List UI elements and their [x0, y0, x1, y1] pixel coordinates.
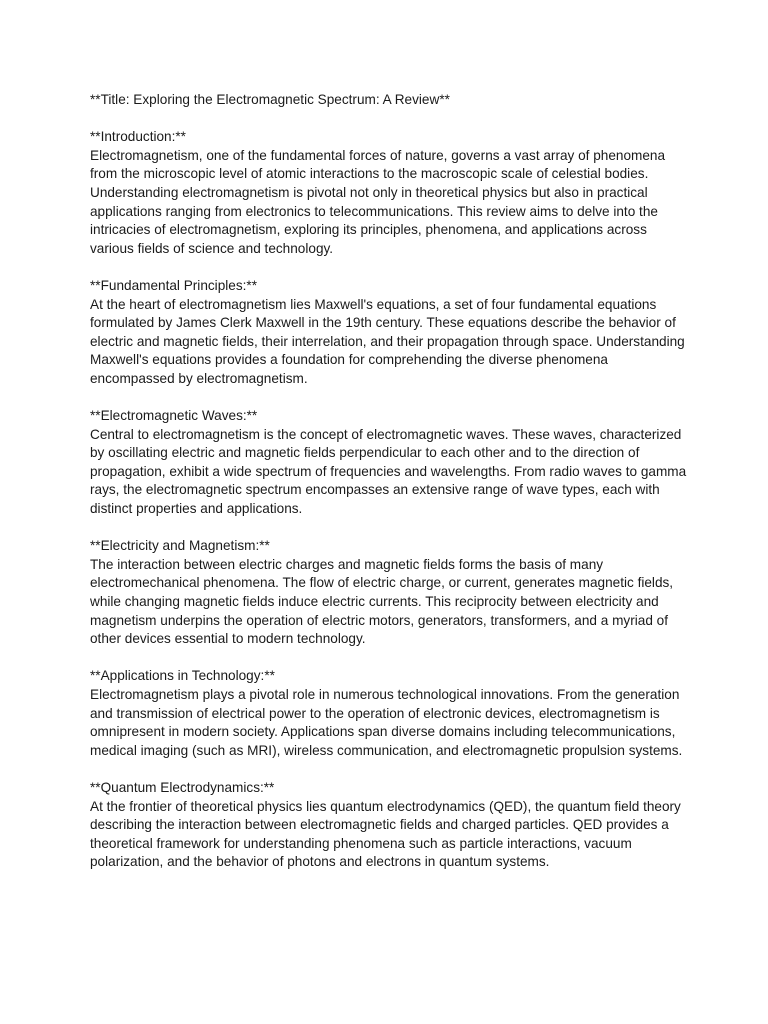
section-paragraph: Central to electromagnetism is the concept of electromagnetic waves. These waves, characterized by oscillating electric and magnetic fields perpendicular to each other and to the direction of propagation, exhibit a wide spectrum of frequencies and wavelengths. From radio waves to gamma rays, the electromagnetic spectrum encompasses an extensive range of wave types, each with distinct properties and applications. [90, 426, 687, 517]
document-body [90, 91, 690, 872]
section-heading: **Electricity and Magnetism:** [90, 538, 270, 554]
section-paragraph: At the frontier of theoretical physics lies quantum electrodynamics (QED), the quantum field theory describing the interaction between electromagnetic fields and charged particles. QED provides a theoretical framework for understanding phenomena such as particle interactions, vacuum polarization, and the behavior of photons and electrons in quantum systems. [90, 798, 681, 870]
section-quantum-electrodynamics [90, 779, 690, 872]
section-paragraph: Electromagnetism plays a pivotal role in numerous technological innovations. From the generation and transmission of electrical power to the operation of electronic devices, electromagnetism is omnipresent in modern society. Applications span diverse domains including telecommunications, medical imaging (such as MRI), wireless communication, and electromagnetic propulsion systems. [90, 687, 683, 758]
section-applications-in-technology [90, 667, 690, 760]
document-title: **Title: Exploring the Electromagnetic Spectrum: A Review** [90, 92, 450, 107]
section-electricity-and-magnetism [90, 537, 690, 649]
section-paragraph: The interaction between electric charges and magnetic fields forms the basis of many electromechanical phenomena. The flow of electric charge, or current, generates magnetic fields, while changing magnetic fields induce electric currents. This reciprocity between electricity and magnetism underpins the operation of electric motors, generators, transformers, and a myriad of other devices essential to modern technology. [90, 556, 674, 647]
section-heading: **Introduction:** [90, 129, 186, 145]
section-electromagnetic-waves [90, 407, 690, 519]
section-heading: **Electromagnetic Waves:** [90, 408, 258, 424]
section-heading: **Applications in Technology:** [90, 668, 275, 684]
section-paragraph: At the heart of electromagnetism lies Maxwell's equations, a set of four fundamental equations formulated by James Clerk Maxwell in the 19th century. These equations describe the behavior of electric and magnetic fields, their interrelation, and their propagation through space. Understanding Maxwell's equations provides a foundation for comprehending the diverse phenomena encompassed by electromagnetism. [90, 296, 685, 386]
section-heading: **Quantum Electrodynamics:** [90, 779, 275, 795]
section-introduction [90, 128, 690, 258]
section-fundamental-principles [90, 277, 690, 389]
section-heading: **Fundamental Principles:** [90, 277, 257, 293]
section-paragraph: Electromagnetism, one of the fundamental forces of nature, governs a vast array of phenomena from the microscopic level of atomic interactions to the macroscopic scale of celestial bodies. Understanding electromagnetism is pivotal not only in theoretical physics but also in practical applications ranging from electronics to telecommunications. This review aims to delve into the intricacies of electromagnetism, exploring its principles, phenomena, and applications across various fields of science and technology. [90, 147, 666, 256]
